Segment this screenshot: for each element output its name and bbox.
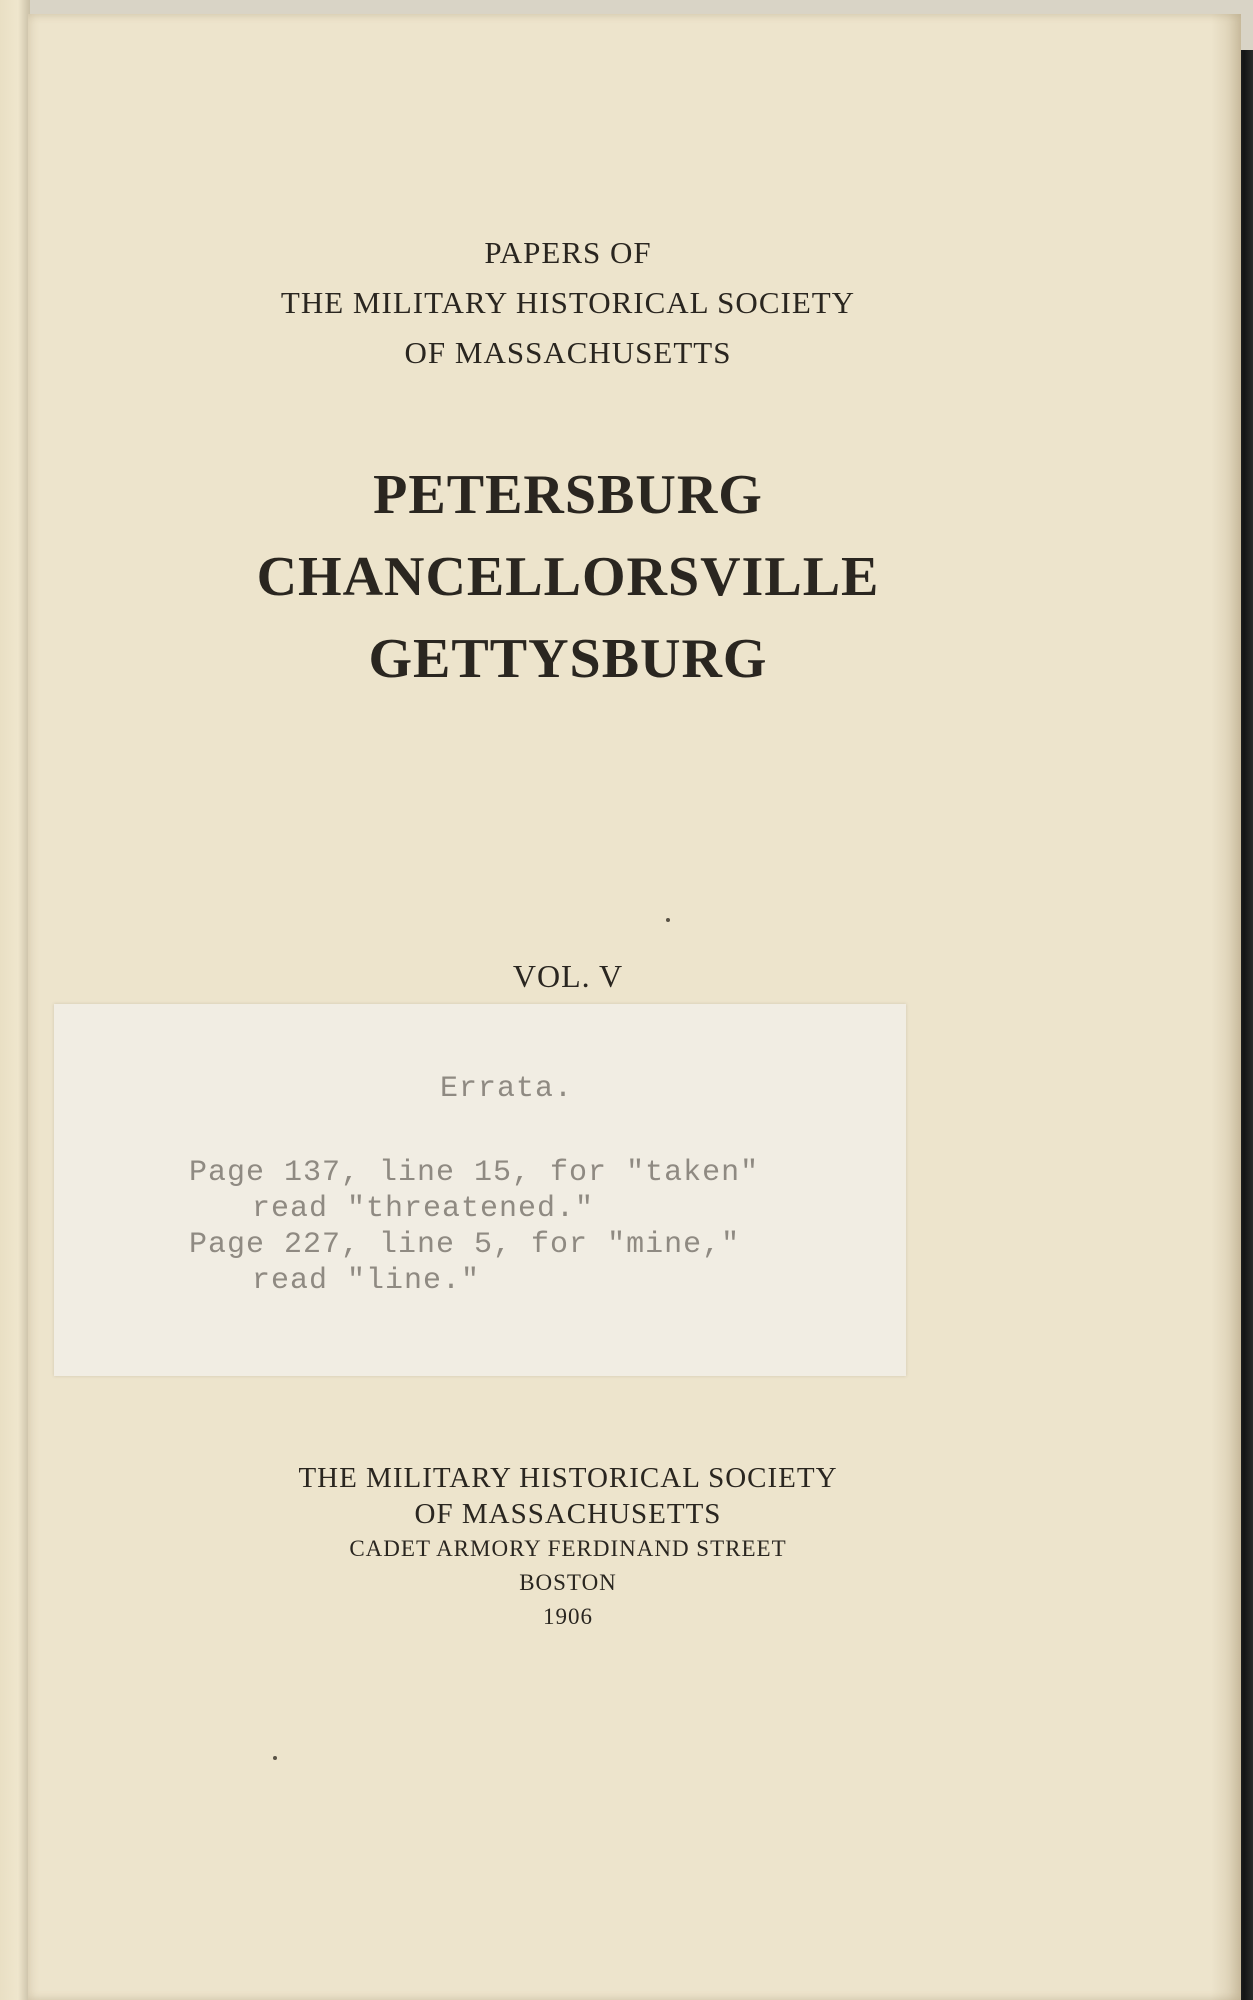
series-line-1: PAPERS OF	[484, 235, 652, 270]
errata-line-4: read "line."	[252, 1264, 481, 1298]
paper-speck	[273, 1756, 277, 1760]
errata-line-2: read "threatened."	[252, 1192, 595, 1226]
page-gutter-shadow	[1211, 14, 1241, 2000]
book-title	[28, 454, 1108, 700]
publisher-city: BOSTON	[519, 1570, 617, 1595]
series-heading	[28, 228, 1108, 378]
paper-speck	[666, 918, 670, 922]
volume-number: VOL. V	[512, 958, 624, 994]
facing-page-edge	[0, 0, 30, 2000]
title-line-2: CHANCELLORSVILLE	[256, 546, 880, 608]
errata-heading: Errata.	[440, 1072, 574, 1106]
publisher-imprint	[28, 1460, 1108, 1634]
errata-line-3: Page 227, line 5, for "mine,"	[189, 1228, 741, 1262]
publisher-address: CADET ARMORY FERDINAND STREET	[349, 1536, 787, 1561]
series-line-2: THE MILITARY HISTORICAL SOCIETY	[280, 285, 856, 320]
errata-line-1: Page 137, line 15, for "taken"	[189, 1156, 760, 1190]
errata-slip	[54, 1004, 906, 1376]
publication-year: 1906	[543, 1604, 593, 1629]
errata-text	[54, 1004, 906, 1376]
title-line-3: GETTYSBURG	[368, 628, 768, 690]
title-line-1: PETERSBURG	[373, 464, 763, 526]
publisher-name-line-1: THE MILITARY HISTORICAL SOCIETY	[298, 1462, 838, 1494]
title-page	[28, 14, 1241, 2000]
series-line-3: OF MASSACHUSETTS	[404, 335, 732, 370]
publisher-name-line-2: OF MASSACHUSETTS	[414, 1498, 722, 1530]
